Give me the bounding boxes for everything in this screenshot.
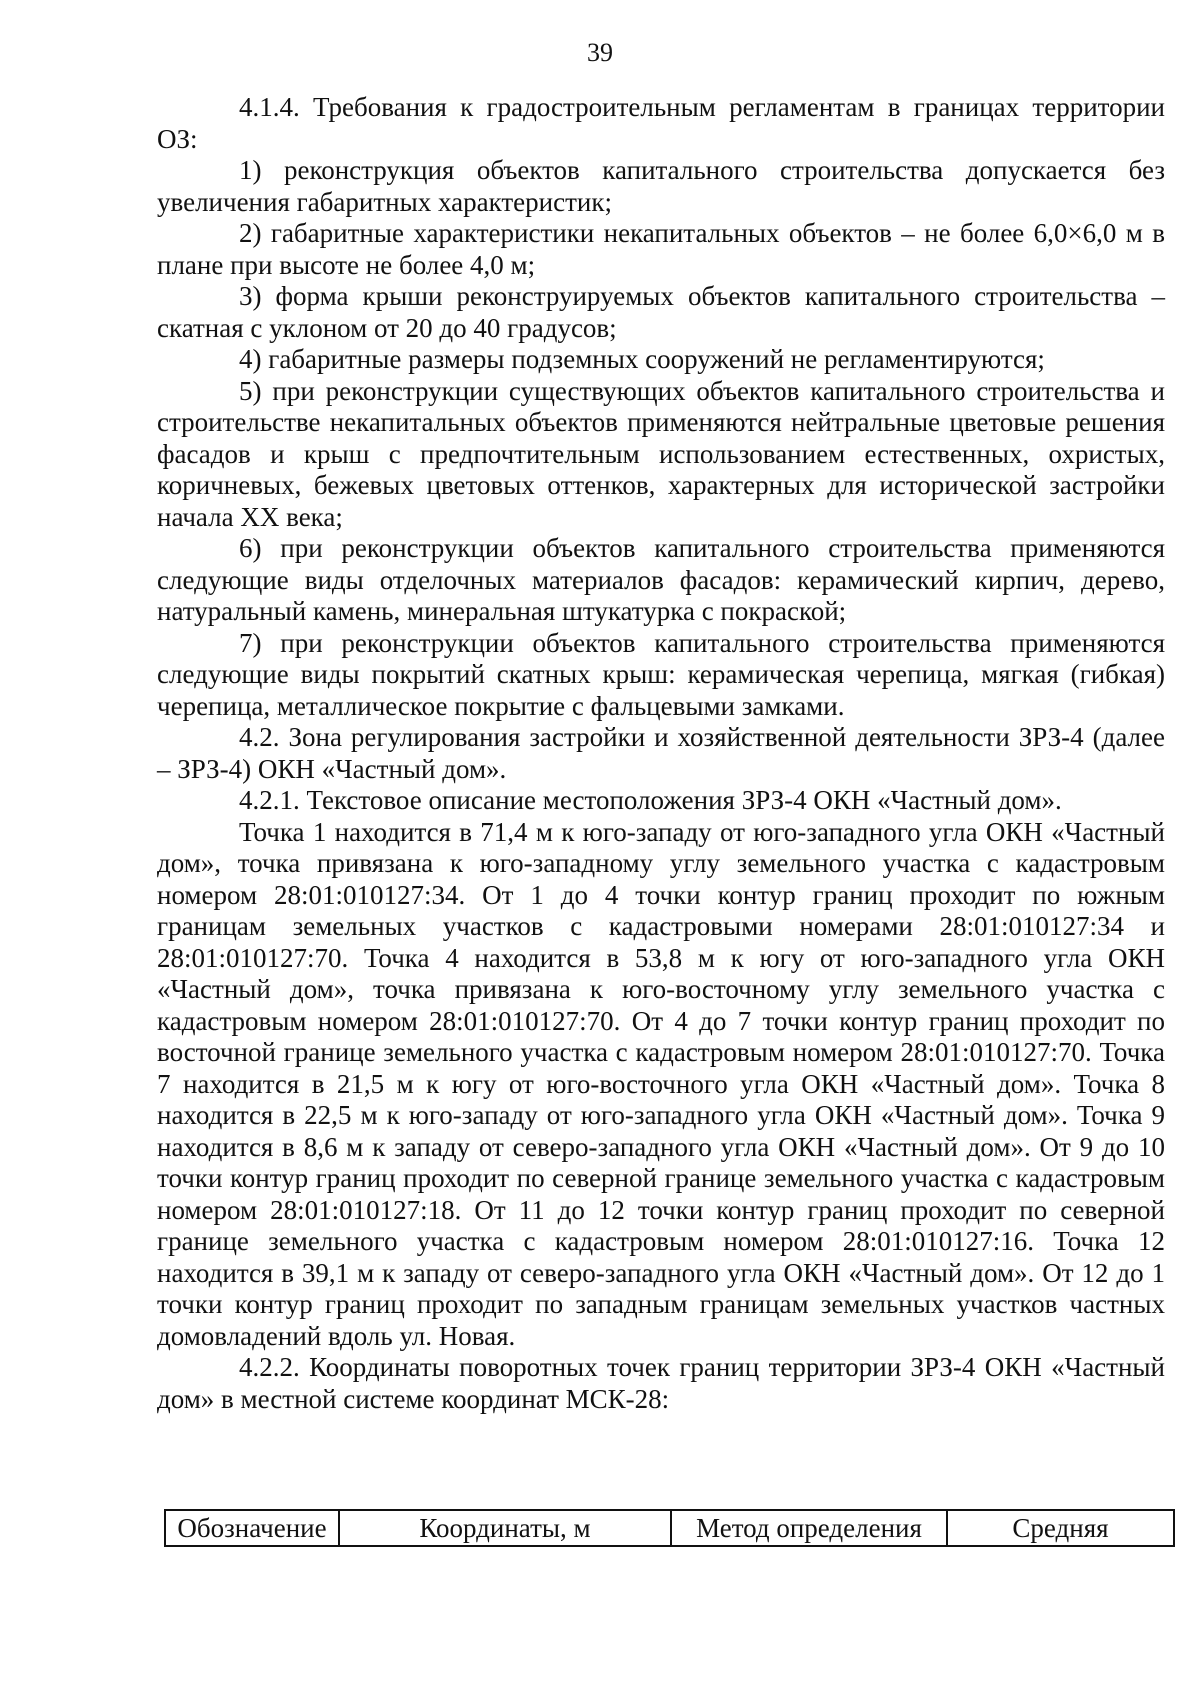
paragraph-item-3: 3) форма крыши реконструируемых объектов капитального строительства – скатная с уклоном от 20 до 40 градусов; [157, 281, 1165, 343]
paragraph-4-1-4-heading: 4.1.4. Требования к градостроительным регламентам в границах территории ОЗ: [157, 92, 1165, 154]
paragraph-4-2-zone: 4.2. Зона регулирования застройки и хозяйственной деятельности ЗРЗ-4 (далее – ЗРЗ-4) ОКН «Частный дом». [157, 722, 1165, 784]
paragraph-item-2: 2) габаритные характеристики некапитальных объектов – не более 6,0×6,0 м в плане при высоте не более 4,0 м; [157, 218, 1165, 280]
paragraph-item-1: 1) реконструкция объектов капитального строительства допускается без увеличения габаритных характеристик; [157, 155, 1165, 217]
column-header-designation: Обозначение [165, 1510, 339, 1546]
paragraph-item-5: 5) при реконструкции существующих объектов капитального строительства и строительстве некапитальных объектов применяются нейтральные цветовые решения фасадов и крыш с предпочтительным использованием естественных, охристых, коричневых, бежевых цветовых оттенков, характерных для исторической застройки начала XX века; [157, 375, 1165, 532]
paragraph-item-7: 7) при реконструкции объектов капитального строительства применяются следующие виды покрытий скатных крыш: керамическая черепица, мягкая (гибкая) черепица, металлическое покрытие с фальцевыми замками. [157, 627, 1165, 721]
coordinates-table-container [164, 1509, 1173, 1547]
column-header-coordinates: Координаты, м [339, 1510, 671, 1546]
column-header-average: Средняя [947, 1510, 1174, 1546]
column-header-method: Метод определения [671, 1510, 947, 1546]
coordinates-table [164, 1509, 1175, 1547]
paragraph-item-6: 6) при реконструкции объектов капитального строительства применяются следующие виды отделочных материалов фасадов: керамический кирпич, дерево, натуральный камень, минеральная штукатурка с покраской; [157, 533, 1165, 626]
paragraph-item-4: 4) габаритные размеры подземных сооружений не регламентируются; [239, 344, 1045, 374]
document-body [157, 92, 1165, 1415]
page-number: 39 [587, 38, 613, 67]
table-header-row [165, 1510, 1174, 1546]
paragraph-4-2-1-heading: 4.2.1. Текстовое описание местоположения ЗРЗ-4 ОКН «Частный дом». [239, 785, 1062, 815]
paragraph-4-2-2-heading: 4.2.2. Координаты поворотных точек границ территории ЗРЗ-4 ОКН «Частный дом» в местной системе координат МСК-28: [157, 1352, 1165, 1414]
paragraph-boundary-description: Точка 1 находится в 71,4 м к юго-западу от юго-западного угла ОКН «Частный дом», точка привязана к юго-западному углу земельного участка с кадастровым номером 28:01:010127:34. От 1 до 4 точки контур границ проходит по южным границам земельных участков с кадастровыми номерами 28:01:010127:34 и 28:01:010127:70. Точка 4 находится в 53,8 м к югу от юго-западного угла ОКН «Частный дом», точка привязана к юго-восточному углу земельного участка с кадастровым номером 28:01:010127:70. От 4 до 7 точки контур границ проходит по восточной границе земельного участка с кадастровым номером 28:01:010127:70. Точка 7 находится в 21,5 м к югу от юго-восточного угла ОКН «Частный дом». Точка 8 находится в 22,5 м к юго-западу от юго-западного угла ОКН «Частный дом». Точка 9 находится в 8,6 м к западу от северо-западного угла ОКН «Частный дом». От 9 до 10 точки контур границ проходит по северной границе земельного участка с кадастровым номером 28:01:010127:18. От 11 до 12 точки контур границ проходит по северной границе земельного участка с кадастровым номером 28:01:010127:16. Точка 12 находится в 39,1 м к западу от северо-западного угла ОКН «Частный дом». От 12 до 1 точки контур границ проходит по западным границам земельных участков частных домовладений вдоль ул. Новая. [157, 816, 1165, 1351]
